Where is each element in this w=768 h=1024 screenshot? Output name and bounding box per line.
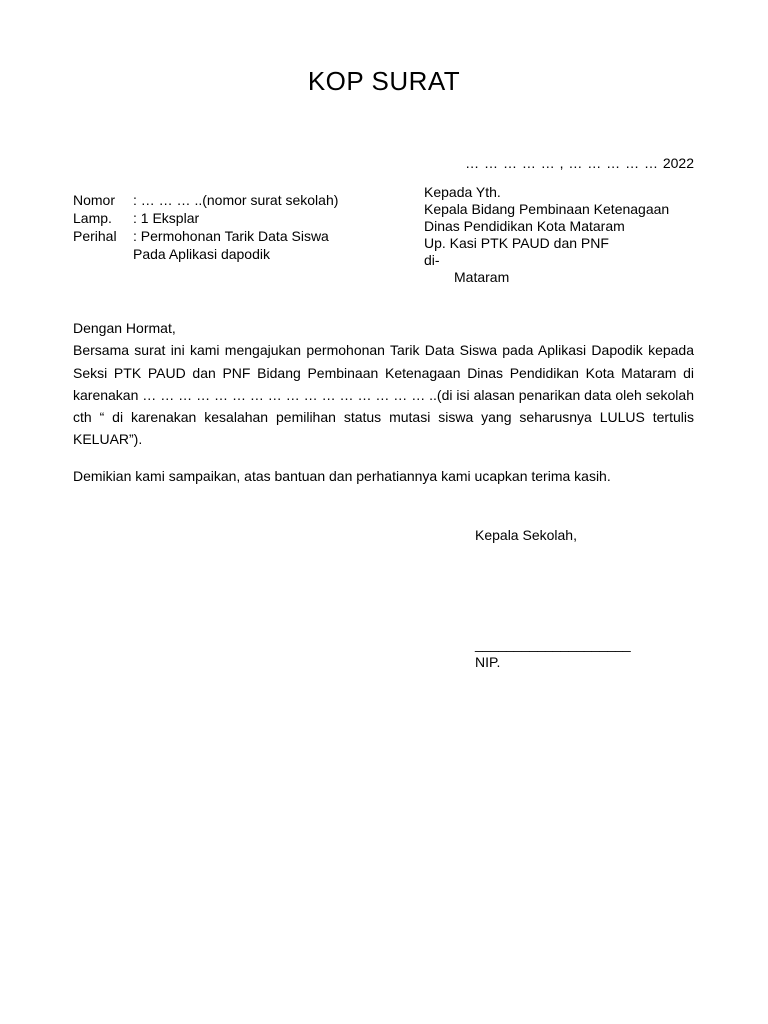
body-paragraph: Bersama surat ini kami mengajukan permohonan Tarik Data Siswa pada Aplikasi Dapodik kepada Seksi PTK PAUD dan PNF Bidang Pembinaan Ketenagaan Dinas Pendidikan Kota Mataram di karenakan … … … … … … … … … … … … … … … … ..(di isi alasan penarikan data oleh sekolah cth “ di karenakan kesalahan pemilihan status mutasi siswa yang seharusnya LULUS tertulis KELUAR”). <box>73 342 694 448</box>
signature-position: Kepala Sekolah, <box>475 527 577 543</box>
closing-sentence: Demikian kami sampaikan, atas bantuan dan perhatiannya kami ucapkan terima kasih. <box>73 468 611 484</box>
perihal-value: : Permohonan Tarik Data Siswa <box>133 228 329 244</box>
signature-line: ____________________ <box>475 636 631 652</box>
nomor-label: Nomor <box>73 192 116 208</box>
lamp-value: : 1 Eksplar <box>133 210 200 226</box>
recipient-line-3: Dinas Pendidikan Kota Mataram <box>424 218 625 234</box>
nomor-value: : … … … ..(nomor surat sekolah) <box>133 192 339 208</box>
lamp-label: Lamp. <box>73 210 112 226</box>
perihal-label: Perihal <box>73 228 117 244</box>
nip-label: NIP. <box>475 654 501 670</box>
recipient-line-2: Kepala Bidang Pembinaan Ketenagaan <box>424 201 670 217</box>
recipient-city: Mataram <box>454 269 510 285</box>
letter-meta <box>73 191 338 263</box>
letter-body <box>73 317 694 451</box>
recipient-line-5: di- <box>424 252 440 268</box>
date-line: … … … … … , … … … … … 2022 <box>465 155 694 171</box>
recipient-line-1: Kepada Yth. <box>424 184 501 200</box>
perihal-value-2: Pada Aplikasi dapodik <box>133 246 270 262</box>
nomor-row <box>73 191 338 209</box>
recipient-block <box>424 184 669 286</box>
salutation: Dengan Hormat, <box>73 320 176 336</box>
letterhead-title: KOP SURAT <box>307 66 461 96</box>
recipient-line-4: Up. Kasi PTK PAUD dan PNF <box>424 235 609 251</box>
perihal-row <box>73 227 338 245</box>
lamp-row <box>73 209 338 227</box>
perihal-row-2 <box>73 245 338 263</box>
